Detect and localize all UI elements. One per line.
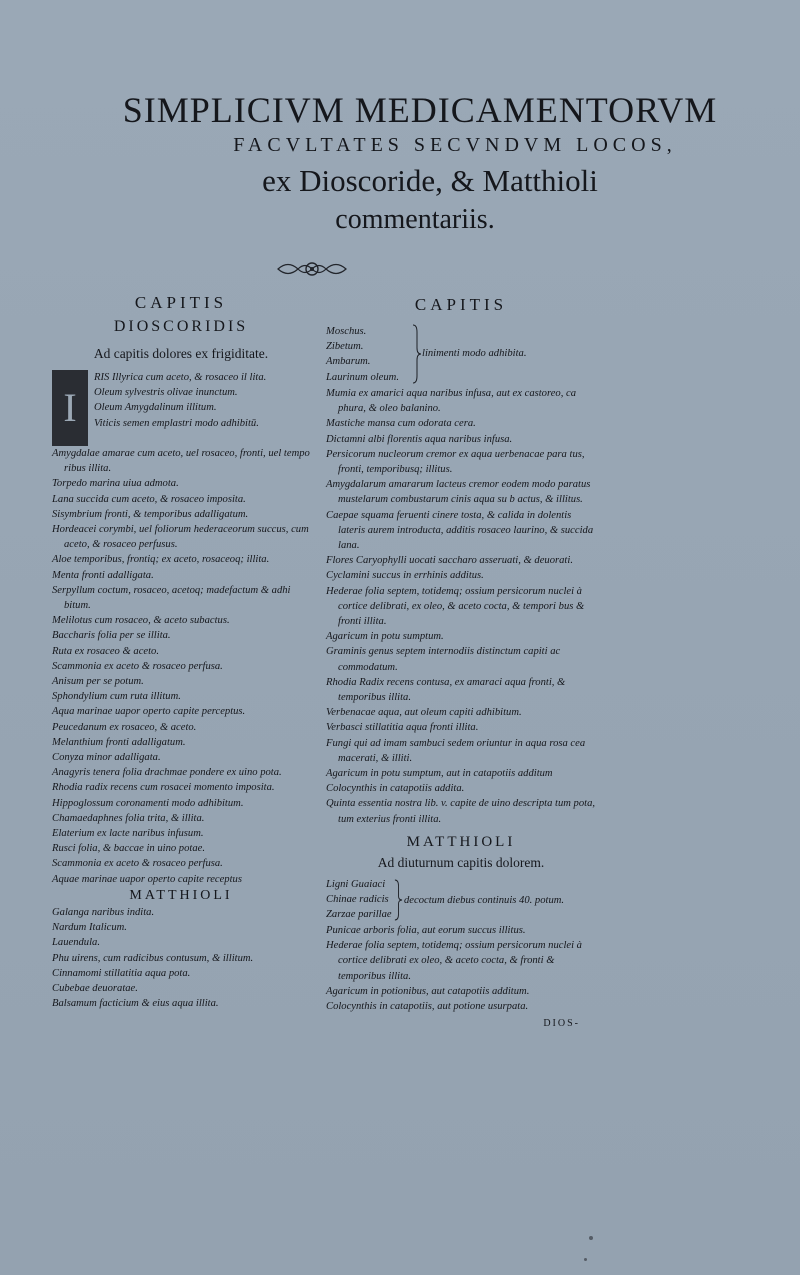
list-item: Fungi qui ad imam sambuci sedem oriuntur in aqua rosa cea macerati, & illiti. <box>326 737 586 764</box>
list-item: Conyza minor adalligata. <box>52 752 161 764</box>
left-heading-matthioli: MATTHIOLI <box>129 887 233 903</box>
ornament-fleuron-icon <box>276 258 348 280</box>
list-item: Oleum Amygdalinum illitum. <box>94 402 217 414</box>
list-item: Nardum Italicum. <box>52 922 127 934</box>
title-line-2: FACVLTATES SECVNDVM LOCOS, <box>233 134 677 156</box>
list-item: Quinta essentia nostra lib. v. capite de uino descripta tum pota, tum exterius fronti illita. <box>326 798 596 825</box>
list-item: Rusci folia, & baccae in uino potae. <box>52 843 205 855</box>
list-item: Amygdalae amarae cum aceto, uel rosaceo, fronti, uel tempo ribus illita. <box>52 448 310 475</box>
list-item: Ruta ex rosaceo & aceto. <box>52 645 159 657</box>
list-item: Menta fronti adalligata. <box>52 569 154 581</box>
list-item: Lana succida cum aceto, & rosaceo imposita. <box>52 493 246 505</box>
list-item: Chinae radicis <box>326 894 389 906</box>
dropcap-lines <box>94 370 310 431</box>
brace-icon <box>394 879 403 921</box>
list-item: Anagyris tenera folia drachmae pondere ex uino pota. <box>52 767 282 779</box>
list-item: Laurinum oleum. <box>326 371 399 383</box>
list-item: Moschus. <box>326 326 367 337</box>
list-item: Punicae arboris folia, aut eorum succus illitus. <box>326 924 526 936</box>
right-heading-matthioli: MATTHIOLI <box>406 833 516 850</box>
left-column <box>52 292 310 1011</box>
list-item: Torpedo marina uiua admota. <box>52 478 179 490</box>
bracket-group <box>326 324 596 386</box>
right-subheading: Ad diuturnum capitis dolorem. <box>377 854 545 870</box>
left-heading-capitis: CAPITIS <box>134 293 228 312</box>
title-line-3: ex Dioscoride, & Matthioli <box>262 163 598 198</box>
list-item: Agaricum in potu sumptum. <box>326 631 444 643</box>
bracket-group-note: linimenti modo adhibita. <box>422 348 527 359</box>
list-item: Verbasci stillatitia aqua fronti illita. <box>326 722 479 734</box>
dropcap-block <box>52 370 310 446</box>
title-line-1: SIMPLICIVM MEDICAMENTORVM <box>122 90 718 130</box>
catchword: DIOS- <box>543 1018 580 1030</box>
list-item: Mumia ex amarici aqua naribus infusa, aut ex castoreo, ca phura, & oleo balanino. <box>326 388 576 415</box>
bracket-group-2 <box>326 877 596 923</box>
list-item: Rhodia Radix recens contusa, ex amaraci aqua fronti, & temporibus illita. <box>326 676 566 704</box>
title-block <box>0 88 800 238</box>
right-column <box>326 294 596 1031</box>
left-entries <box>52 446 310 887</box>
list-item: Hederae folia septem, totidemq; ossium persicorum nuclei à cortice delibrati ex oleo, & aceto cocta, & fronti & temporibus illita. <box>326 940 582 982</box>
list-item: Scammonia ex aceto & rosaceo perfusa. <box>52 660 223 672</box>
left-heading-dioscoridis: DIOSCORIDIS <box>113 318 249 335</box>
list-item: Verbenacae aqua, aut oleum capiti adhibitum. <box>326 707 522 719</box>
speck-mark <box>584 1258 587 1261</box>
list-item: Hordeacei corymbi, uel foliorum hederaceorum succus, cum aceto, & rosaceo perfusus. <box>52 524 309 551</box>
bracket-group-items <box>326 324 406 385</box>
list-item: Serpyllum coctum, rosaceo, acetoq; madefactum & adhi bitum. <box>52 584 291 612</box>
list-item: Cyclamini succus in errhinis additus. <box>326 570 484 582</box>
list-item: Galanga naribus indita. <box>52 906 155 918</box>
list-item: Aqua marinae uapor operto capite perceptus. <box>52 706 246 718</box>
list-item: Viticis semen emplastri modo adhibitū. <box>94 417 259 429</box>
list-item: Cubebae deuoratae. <box>52 982 138 994</box>
list-item: Colocynthis in catapotiis, aut potione usurpata. <box>326 1000 529 1012</box>
list-item: Balsamum facticium & eius aqua illita. <box>52 998 219 1010</box>
list-item: Peucedanum ex rosaceo, & aceto. <box>52 721 197 733</box>
list-item: Oleum sylvestris olivae inunctum. <box>94 387 238 399</box>
list-item: Lauendula. <box>52 937 100 949</box>
list-item: RIS Illyrica cum aceto, & rosaceo il lita. <box>94 372 267 383</box>
dropcap-initial: I <box>52 370 88 446</box>
list-item: Graminis genus septem internodiis distinctum capiti ac commodatum. <box>326 646 561 673</box>
list-item: Flores Caryophylli uocati saccharo asseruati, & deuorati. <box>326 555 573 567</box>
list-item: Rhodia radix recens cum rosacei momento imposita. <box>52 782 275 794</box>
right-heading-capitis: CAPITIS <box>414 295 508 314</box>
right-entries-matthioli <box>326 923 596 1014</box>
list-item: Ligni Guaiaci <box>326 878 386 890</box>
list-item: Amygdalarum amararum lacteus cremor eodem modo paratus mustelarum combustarum cinis aqua su b actus, & illitus. <box>326 479 591 506</box>
speck-mark <box>589 1236 593 1240</box>
list-item: Melilotus cum rosaceo, & aceto subactus. <box>52 615 230 627</box>
list-item: Hippoglossum coronamenti modo adhibitum. <box>52 797 244 809</box>
right-entries <box>326 386 596 827</box>
list-item: Colocynthis in catapotiis addita. <box>326 783 465 795</box>
list-item: Aloe temporibus, frontiq; ex aceto, rosaceoq; illita. <box>52 554 270 566</box>
list-item: Agaricum in potu sumptum, aut in catapotiis additum <box>326 768 553 780</box>
bracket-group-2-note: decoctum diebus continuis 40. potum. <box>404 894 565 906</box>
list-item: Baccharis folia per se illita. <box>52 630 171 642</box>
list-item: Elaterium ex lacte naribus infusum. <box>52 828 204 840</box>
list-item: Anisum per se potum. <box>52 676 144 688</box>
list-item: Zibetum. <box>326 341 364 353</box>
left-entries-matthioli <box>52 905 310 1011</box>
bracket-group-2-items <box>326 877 396 923</box>
list-item: Dictamni albi florentis aqua naribus infusa. <box>326 433 513 445</box>
list-item: Aquae marinae uapor operto capite receptus <box>52 873 242 885</box>
left-subheading: Ad capitis dolores ex frigiditate. <box>93 346 269 361</box>
list-item: Melanthium fronti adalligatum. <box>52 736 186 748</box>
list-item: Mastiche mansa cum odorata cera. <box>326 418 476 430</box>
list-item: Phu uirens, cum radicibus contusum, & illitum. <box>52 952 254 964</box>
list-item: Cinnamomi stillatitia aqua pota. <box>52 967 191 979</box>
list-item: Scammonia ex aceto & rosaceo perfusa. <box>52 858 223 870</box>
list-item: Hederae folia septem, totidemq; ossium persicorum nuclei à cortice delibrati, ex oleo, & aceto cocta, & tempori bus & fronti illita. <box>326 585 585 628</box>
list-item: Agaricum in potionibus, aut catapotiis additum. <box>326 985 530 997</box>
list-item: Chamaedaphnes folia trita, & illita. <box>52 812 205 824</box>
list-item: Sisymbrium fronti, & temporibus adalligatum. <box>52 508 249 520</box>
list-item: Sphondylium cum ruta illitum. <box>52 691 181 703</box>
list-item: Ambarum. <box>326 356 371 368</box>
title-line-4: commentariis. <box>335 204 495 235</box>
list-item: Caepae squama feruenti cinere tosta, & calida in dolentis lateris aurem introducta, additis rosaceo laurino, & succida lana. <box>326 509 594 552</box>
list-item: Persicorum nucleorum cremor ex aqua uerbenacae para tus, fronti, temporibusq; illitus. <box>326 448 585 476</box>
list-item: Zarzae parillae <box>326 909 392 921</box>
brace-icon <box>412 324 422 384</box>
